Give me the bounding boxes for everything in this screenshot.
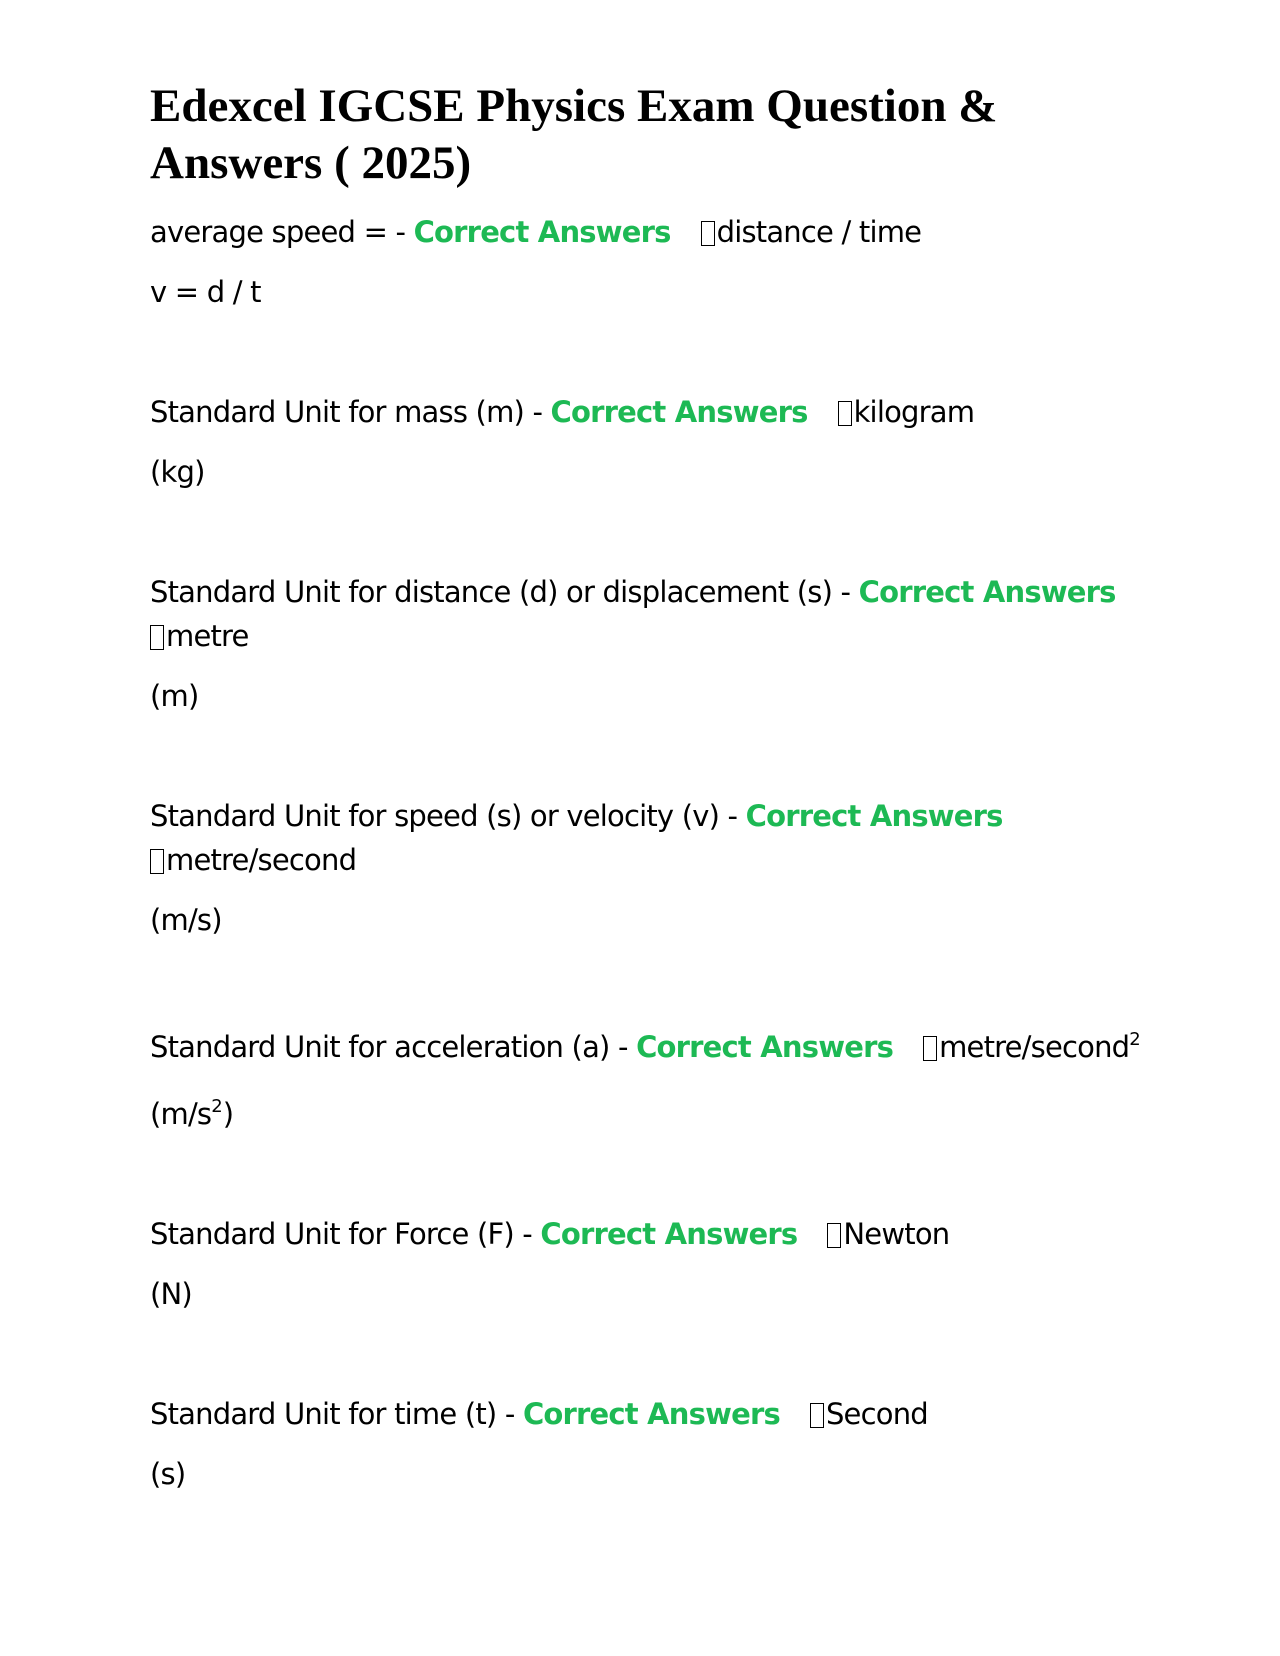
superscript: 2: [1129, 1029, 1141, 1050]
answer-extra: (N): [150, 1277, 192, 1311]
document-title: Edexcel IGCSE Physics Exam Question & Answers ( 2025): [150, 80, 998, 189]
missing-glyph-icon: [150, 625, 164, 650]
answer-extra: (m): [150, 679, 199, 713]
answer-text: metre: [166, 619, 249, 653]
question-line: [150, 1212, 1130, 1256]
missing-glyph-icon: [838, 401, 852, 426]
qa-entry: [150, 570, 1130, 718]
missing-glyph-icon: [827, 1223, 841, 1248]
question-text: average speed = -: [150, 215, 406, 249]
answer-text: metre/second: [939, 1030, 1130, 1064]
qa-entry: [150, 1212, 1130, 1316]
correct-answers-label: Correct Answers: [540, 1217, 798, 1251]
question-text: Standard Unit for Force (F) -: [150, 1217, 532, 1251]
qa-entry: [150, 1018, 1141, 1136]
question-line: [150, 570, 1130, 614]
question-text: Standard Unit for mass (m) -: [150, 395, 543, 429]
missing-glyph-icon: [923, 1036, 937, 1061]
missing-glyph-icon: [150, 849, 164, 874]
question-text: Standard Unit for distance (d) or displacement (s) -: [150, 575, 851, 609]
correct-answers-label: Correct Answers: [858, 575, 1116, 609]
missing-glyph-icon: [810, 1403, 824, 1428]
qa-list: [150, 210, 1141, 1496]
answer-line: [150, 838, 1130, 882]
document-page: [150, 78, 1141, 1572]
answer-text: kilogram: [853, 395, 975, 429]
correct-answers-label: Correct Answers: [636, 1030, 894, 1064]
answer-extra: v = d / t: [150, 275, 261, 309]
question-text: Standard Unit for speed (s) or velocity (v) -: [150, 799, 738, 833]
qa-entry: [150, 390, 1130, 494]
correct-answers-label: Correct Answers: [745, 799, 1003, 833]
answer-extra-line: [150, 1085, 1130, 1136]
answer-text: distance / time: [716, 215, 922, 249]
question-line: [150, 1392, 1130, 1436]
answer-extra-end: ): [222, 1097, 234, 1131]
question-line: [150, 390, 1130, 434]
qa-entry: [150, 210, 1130, 314]
question-text: Standard Unit for acceleration (a) -: [150, 1030, 628, 1064]
question-line: [150, 210, 1130, 254]
missing-glyph-icon: [701, 221, 715, 246]
question-line: [150, 1018, 1141, 1069]
answer-text: Newton: [843, 1217, 950, 1251]
question-line: [150, 794, 1130, 838]
answer-extra: (kg): [150, 455, 205, 489]
answer-text: Second: [825, 1397, 928, 1431]
qa-entry: [150, 1392, 1130, 1496]
question-text: Standard Unit for time (t) -: [150, 1397, 515, 1431]
answer-text: metre/second: [166, 843, 357, 877]
answer-extra: (m/s): [150, 903, 222, 937]
answer-extra: (m/s: [150, 1097, 212, 1131]
correct-answers-label: Correct Answers: [550, 395, 808, 429]
correct-answers-label: Correct Answers: [413, 215, 671, 249]
answer-extra: (s): [150, 1457, 186, 1491]
qa-entry: [150, 794, 1130, 942]
correct-answers-label: Correct Answers: [522, 1397, 780, 1431]
superscript: 2: [211, 1096, 223, 1117]
answer-line: [150, 614, 1130, 658]
